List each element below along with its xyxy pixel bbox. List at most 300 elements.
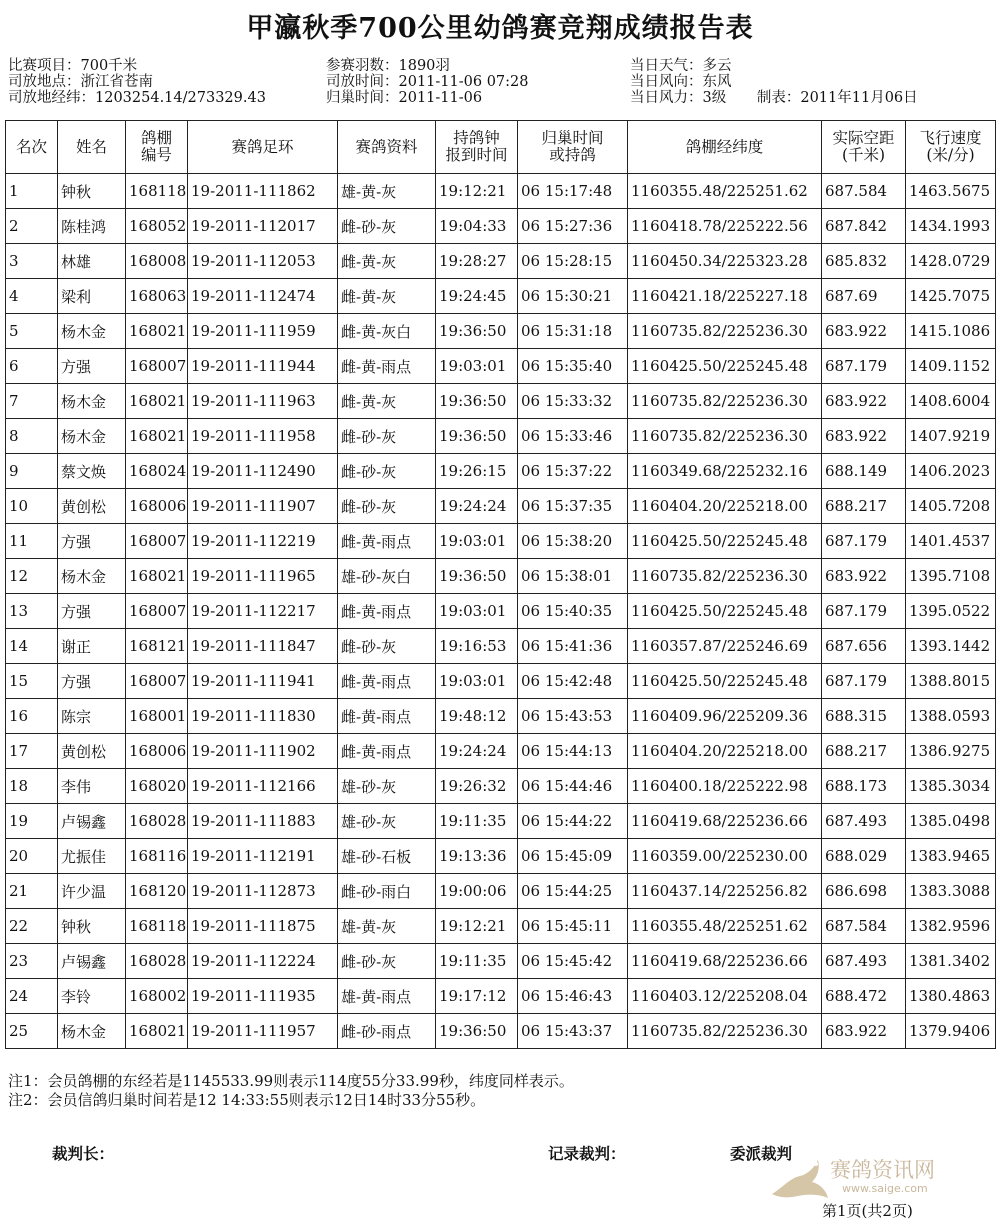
table-row <box>6 244 996 279</box>
col-clock-time-cell: 19:17:12 <box>436 979 518 1014</box>
col-speed-cell: 1388.8015 <box>906 664 996 699</box>
table-row <box>6 944 996 979</box>
col-loft-coords-cell: 1160355.48/225251.62 <box>628 174 822 209</box>
col-clock-time-cell: 19:36:50 <box>436 419 518 454</box>
col-clock-time-cell: 19:13:36 <box>436 839 518 874</box>
col-loft-coords-cell: 1160404.20/225218.00 <box>628 489 822 524</box>
col-name-cell: 林雄 <box>58 244 126 279</box>
col-ring-cell: 19-2011-111965 <box>188 559 338 594</box>
col-loft-id-cell: 168007 <box>126 524 188 559</box>
col-ring-cell: 19-2011-111862 <box>188 174 338 209</box>
release-time: 司放时间：2011-11-06 07:28 <box>326 74 529 90</box>
col-return-time-cell: 06 15:17:48 <box>518 174 628 209</box>
col-rank-cell: 23 <box>6 944 58 979</box>
results-table <box>5 120 996 1049</box>
wind-force-value: 当日风力：3级 <box>630 90 727 106</box>
col-pigeon-info-cell: 雌-砂-灰 <box>338 489 436 524</box>
col-name-cell: 方强 <box>58 524 126 559</box>
col-clock-time-cell: 19:28:27 <box>436 244 518 279</box>
table-row <box>6 979 996 1014</box>
col-ring-cell: 19-2011-112017 <box>188 209 338 244</box>
col-loft-coords-cell: 1160419.68/225236.66 <box>628 944 822 979</box>
table-row <box>6 209 996 244</box>
col-ring-cell: 19-2011-111941 <box>188 664 338 699</box>
table-row <box>6 909 996 944</box>
col-return-time-cell: 06 15:27:36 <box>518 209 628 244</box>
col-distance-cell: 687.179 <box>822 524 906 559</box>
col-distance-cell: 688.173 <box>822 769 906 804</box>
col-return-time-cell: 06 15:28:15 <box>518 244 628 279</box>
wind-force <box>630 90 918 106</box>
col-rank-cell: 5 <box>6 314 58 349</box>
col-distance-cell: 683.922 <box>822 559 906 594</box>
page-number: 第1页(共2页) <box>822 1202 913 1220</box>
notes <box>8 1072 574 1110</box>
table-row <box>6 524 996 559</box>
col-name-cell: 钟秋 <box>58 909 126 944</box>
col-return-time-cell: 06 15:44:46 <box>518 769 628 804</box>
watermark-logo <box>768 1150 968 1204</box>
col-clock-time-cell: 19:03:01 <box>436 664 518 699</box>
wind-direction: 当日风向：东风 <box>630 74 732 90</box>
col-loft-coords-cell: 1160355.48/225251.62 <box>628 909 822 944</box>
col-loft-coords-cell: 1160357.87/225246.69 <box>628 629 822 664</box>
col-rank-cell: 6 <box>6 349 58 384</box>
col-clock-time-header: 持鸽钟 报到时间 <box>436 121 518 174</box>
col-loft-coords-cell: 1160450.34/225323.28 <box>628 244 822 279</box>
col-name-cell: 李伟 <box>58 769 126 804</box>
col-return-time-cell: 06 15:43:53 <box>518 699 628 734</box>
col-loft-id-cell: 168118 <box>126 909 188 944</box>
table-row <box>6 454 996 489</box>
col-clock-time-cell: 19:24:45 <box>436 279 518 314</box>
col-distance-cell: 683.922 <box>822 419 906 454</box>
col-loft-id-cell: 168007 <box>126 349 188 384</box>
col-ring-cell: 19-2011-112166 <box>188 769 338 804</box>
col-rank-cell: 4 <box>6 279 58 314</box>
table-row <box>6 664 996 699</box>
col-pigeon-info-cell: 雌-砂-灰 <box>338 944 436 979</box>
col-distance-cell: 687.493 <box>822 944 906 979</box>
col-loft-coords-cell: 1160735.82/225236.30 <box>628 384 822 419</box>
col-loft-id-cell: 168021 <box>126 559 188 594</box>
col-name-cell: 卢锡鑫 <box>58 804 126 839</box>
col-name-cell: 黄创松 <box>58 734 126 769</box>
col-pigeon-info-cell: 雄-砂-石板 <box>338 839 436 874</box>
col-ring-cell: 19-2011-111883 <box>188 804 338 839</box>
col-pigeon-info-cell: 雌-砂-灰 <box>338 629 436 664</box>
col-ring-header: 赛鸽足环 <box>188 121 338 174</box>
col-return-time-cell: 06 15:45:11 <box>518 909 628 944</box>
col-return-time-cell: 06 15:44:13 <box>518 734 628 769</box>
col-name-cell: 方强 <box>58 349 126 384</box>
col-rank-cell: 16 <box>6 699 58 734</box>
col-pigeon-info-cell: 雌-黄-雨点 <box>338 664 436 699</box>
col-distance-cell: 688.029 <box>822 839 906 874</box>
col-loft-id-cell: 168116 <box>126 839 188 874</box>
col-speed-cell: 1406.2023 <box>906 454 996 489</box>
col-loft-id-header: 鸽棚 编号 <box>126 121 188 174</box>
table-row <box>6 594 996 629</box>
col-name-cell: 许少温 <box>58 874 126 909</box>
col-ring-cell: 19-2011-112191 <box>188 839 338 874</box>
col-ring-cell: 19-2011-111957 <box>188 1014 338 1049</box>
col-speed-cell: 1393.1442 <box>906 629 996 664</box>
col-clock-time-cell: 19:48:12 <box>436 699 518 734</box>
col-speed-cell: 1381.3402 <box>906 944 996 979</box>
col-return-time-cell: 06 15:44:25 <box>518 874 628 909</box>
col-return-time-cell: 06 15:42:48 <box>518 664 628 699</box>
col-loft-coords-cell: 1160425.50/225245.48 <box>628 349 822 384</box>
col-loft-coords-cell: 1160421.18/225227.18 <box>628 279 822 314</box>
table-row <box>6 559 996 594</box>
col-pigeon-info-cell: 雌-砂-灰 <box>338 209 436 244</box>
col-loft-id-cell: 168007 <box>126 664 188 699</box>
col-loft-id-cell: 168118 <box>126 174 188 209</box>
col-speed-cell: 1395.7108 <box>906 559 996 594</box>
col-clock-time-cell: 19:16:53 <box>436 629 518 664</box>
col-loft-id-cell: 168120 <box>126 874 188 909</box>
watermark-name: 赛鸽资讯网 <box>830 1158 935 1182</box>
note-2: 注2：会员信鸽归巢时间若是12 14:33:55则表示12日14时33分55秒。 <box>8 1091 486 1109</box>
col-distance-cell: 687.842 <box>822 209 906 244</box>
col-name-cell: 杨木金 <box>58 419 126 454</box>
col-loft-coords-cell: 1160359.00/225230.00 <box>628 839 822 874</box>
table-row <box>6 839 996 874</box>
recording-referee: 记录裁判： <box>548 1144 626 1163</box>
col-distance-cell: 687.584 <box>822 174 906 209</box>
col-return-time-header: 归巢时间 或持鸽 <box>518 121 628 174</box>
table-row <box>6 804 996 839</box>
table-row <box>6 874 996 909</box>
table-row <box>6 419 996 454</box>
col-loft-coords-cell: 1160735.82/225236.30 <box>628 314 822 349</box>
col-distance-cell: 687.656 <box>822 629 906 664</box>
col-ring-cell: 19-2011-111902 <box>188 734 338 769</box>
col-return-time-cell: 06 15:37:22 <box>518 454 628 489</box>
col-ring-cell: 19-2011-112490 <box>188 454 338 489</box>
col-clock-time-cell: 19:04:33 <box>436 209 518 244</box>
col-speed-cell: 1380.4863 <box>906 979 996 1014</box>
col-loft-id-cell: 168021 <box>126 1014 188 1049</box>
col-speed-cell: 1383.9465 <box>906 839 996 874</box>
col-name-cell: 尤振佳 <box>58 839 126 874</box>
col-speed-cell: 1379.9406 <box>906 1014 996 1049</box>
col-return-time-cell: 06 15:45:09 <box>518 839 628 874</box>
col-pigeon-info-cell: 雌-黄-灰 <box>338 384 436 419</box>
col-loft-id-cell: 168008 <box>126 244 188 279</box>
col-name-cell: 卢锡鑫 <box>58 944 126 979</box>
col-name-cell: 杨木金 <box>58 559 126 594</box>
col-rank-cell: 18 <box>6 769 58 804</box>
col-pigeon-info-cell: 雌-黄-灰白 <box>338 314 436 349</box>
col-speed-header: 飞行速度 (米/分) <box>906 121 996 174</box>
col-rank-cell: 3 <box>6 244 58 279</box>
col-clock-time-cell: 19:03:01 <box>436 349 518 384</box>
release-coords: 司放地经纬：1203254.14/273329.43 <box>8 90 266 106</box>
col-pigeon-info-cell: 雄-黄-雨点 <box>338 979 436 1014</box>
col-ring-cell: 19-2011-111959 <box>188 314 338 349</box>
col-rank-cell: 2 <box>6 209 58 244</box>
col-clock-time-cell: 19:03:01 <box>436 524 518 559</box>
table-row <box>6 769 996 804</box>
race-item: 比赛项目：700千米 <box>8 58 138 74</box>
col-distance-cell: 683.922 <box>822 384 906 419</box>
col-rank-cell: 25 <box>6 1014 58 1049</box>
col-loft-id-cell: 168028 <box>126 944 188 979</box>
col-loft-coords-cell: 1160735.82/225236.30 <box>628 559 822 594</box>
col-rank-cell: 8 <box>6 419 58 454</box>
col-rank-cell: 12 <box>6 559 58 594</box>
race-info <box>8 58 998 116</box>
col-loft-coords-cell: 1160349.68/225232.16 <box>628 454 822 489</box>
col-speed-cell: 1401.4537 <box>906 524 996 559</box>
table-row <box>6 1014 996 1049</box>
col-loft-coords-header: 鸽棚经纬度 <box>628 121 822 174</box>
col-loft-id-cell: 168021 <box>126 419 188 454</box>
col-name-cell: 谢正 <box>58 629 126 664</box>
col-return-time-cell: 06 15:33:46 <box>518 419 628 454</box>
col-pigeon-info-cell: 雌-黄-雨点 <box>338 734 436 769</box>
col-distance-cell: 688.149 <box>822 454 906 489</box>
col-distance-cell: 685.832 <box>822 244 906 279</box>
col-speed-cell: 1405.7208 <box>906 489 996 524</box>
col-loft-coords-cell: 1160400.18/225222.98 <box>628 769 822 804</box>
col-distance-cell: 687.179 <box>822 349 906 384</box>
col-return-time-cell: 06 15:31:18 <box>518 314 628 349</box>
col-loft-coords-cell: 1160419.68/225236.66 <box>628 804 822 839</box>
col-name-cell: 李铃 <box>58 979 126 1014</box>
col-clock-time-cell: 19:12:21 <box>436 909 518 944</box>
col-distance-cell: 687.179 <box>822 664 906 699</box>
col-return-time-cell: 06 15:37:35 <box>518 489 628 524</box>
table-row <box>6 629 996 664</box>
col-pigeon-info-cell: 雄-砂-灰 <box>338 804 436 839</box>
release-place: 司放地点：浙江省苍南 <box>8 74 153 90</box>
col-distance-cell: 687.69 <box>822 279 906 314</box>
col-name-header: 姓名 <box>58 121 126 174</box>
col-return-time-cell: 06 15:38:01 <box>518 559 628 594</box>
col-ring-cell: 19-2011-111847 <box>188 629 338 664</box>
col-name-cell: 杨木金 <box>58 314 126 349</box>
col-speed-cell: 1388.0593 <box>906 699 996 734</box>
table-row <box>6 734 996 769</box>
col-clock-time-cell: 19:36:50 <box>436 559 518 594</box>
col-distance-cell: 683.922 <box>822 314 906 349</box>
col-distance-cell: 688.217 <box>822 489 906 524</box>
col-name-cell: 陈桂鸿 <box>58 209 126 244</box>
col-rank-cell: 7 <box>6 384 58 419</box>
col-ring-cell: 19-2011-111963 <box>188 384 338 419</box>
col-pigeon-info-cell: 雄-砂-灰 <box>338 769 436 804</box>
col-ring-cell: 19-2011-112053 <box>188 244 338 279</box>
table-row <box>6 314 996 349</box>
col-name-cell: 梁利 <box>58 279 126 314</box>
col-return-time-cell: 06 15:40:35 <box>518 594 628 629</box>
col-loft-coords-cell: 1160735.82/225236.30 <box>628 419 822 454</box>
col-loft-coords-cell: 1160425.50/225245.48 <box>628 524 822 559</box>
col-rank-cell: 22 <box>6 909 58 944</box>
col-return-time-cell: 06 15:33:32 <box>518 384 628 419</box>
note-1: 注1：会员鸽棚的东经若是1145533.99则表示114度55分33.99秒，纬度同样表示。 <box>8 1072 574 1090</box>
col-loft-id-cell: 168002 <box>126 979 188 1014</box>
col-speed-cell: 1395.0522 <box>906 594 996 629</box>
col-rank-cell: 15 <box>6 664 58 699</box>
col-ring-cell: 19-2011-112474 <box>188 279 338 314</box>
col-pigeon-info-cell: 雌-黄-灰 <box>338 279 436 314</box>
table-row <box>6 174 996 209</box>
col-clock-time-cell: 19:11:35 <box>436 804 518 839</box>
col-loft-id-cell: 168121 <box>126 629 188 664</box>
col-rank-cell: 19 <box>6 804 58 839</box>
watermark-url: www.saige.com <box>842 1182 928 1195</box>
delegated-referee: 委派裁判 <box>730 1144 793 1163</box>
table-row <box>6 489 996 524</box>
col-rank-cell: 10 <box>6 489 58 524</box>
col-speed-cell: 1407.9219 <box>906 419 996 454</box>
col-pigeon-info-cell: 雄-黄-灰 <box>338 909 436 944</box>
col-ring-cell: 19-2011-112217 <box>188 594 338 629</box>
col-distance-cell: 687.584 <box>822 909 906 944</box>
col-loft-coords-cell: 1160735.82/225236.30 <box>628 1014 822 1049</box>
table-row <box>6 349 996 384</box>
col-rank-header: 名次 <box>6 121 58 174</box>
col-rank-cell: 21 <box>6 874 58 909</box>
col-loft-id-cell: 168007 <box>126 594 188 629</box>
col-name-cell: 方强 <box>58 664 126 699</box>
col-pigeon-info-cell: 雌-砂-雨白 <box>338 874 436 909</box>
col-clock-time-cell: 19:12:21 <box>436 174 518 209</box>
col-clock-time-cell: 19:24:24 <box>436 734 518 769</box>
col-loft-id-cell: 168052 <box>126 209 188 244</box>
col-distance-cell: 688.217 <box>822 734 906 769</box>
col-loft-id-cell: 168021 <box>126 384 188 419</box>
col-return-time-cell: 06 15:35:40 <box>518 349 628 384</box>
col-loft-coords-cell: 1160404.20/225218.00 <box>628 734 822 769</box>
col-speed-cell: 1425.7075 <box>906 279 996 314</box>
col-loft-id-cell: 168001 <box>126 699 188 734</box>
col-clock-time-cell: 19:11:35 <box>436 944 518 979</box>
col-pigeon-info-cell: 雄-黄-灰 <box>338 174 436 209</box>
weather: 当日天气：多云 <box>630 58 732 74</box>
col-loft-coords-cell: 1160403.12/225208.04 <box>628 979 822 1014</box>
col-clock-time-cell: 19:26:15 <box>436 454 518 489</box>
col-name-cell: 陈宗 <box>58 699 126 734</box>
col-return-time-cell: 06 15:43:37 <box>518 1014 628 1049</box>
col-clock-time-cell: 19:36:50 <box>436 314 518 349</box>
col-distance-cell: 687.493 <box>822 804 906 839</box>
col-loft-id-cell: 168020 <box>126 769 188 804</box>
col-distance-cell: 686.698 <box>822 874 906 909</box>
return-time: 归巢时间：2011-11-06 <box>326 90 483 106</box>
col-loft-coords-cell: 1160425.50/225245.48 <box>628 664 822 699</box>
col-pigeon-info-cell: 雌-砂-灰 <box>338 419 436 454</box>
col-pigeon-info-cell: 雌-黄-雨点 <box>338 524 436 559</box>
col-rank-cell: 1 <box>6 174 58 209</box>
col-ring-cell: 19-2011-111958 <box>188 419 338 454</box>
col-speed-cell: 1415.1086 <box>906 314 996 349</box>
col-ring-cell: 19-2011-112873 <box>188 874 338 909</box>
col-name-cell: 钟秋 <box>58 174 126 209</box>
col-return-time-cell: 06 15:41:36 <box>518 629 628 664</box>
col-ring-cell: 19-2011-112224 <box>188 944 338 979</box>
col-ring-cell: 19-2011-111944 <box>188 349 338 384</box>
col-rank-cell: 17 <box>6 734 58 769</box>
col-pigeon-info-cell: 雌-黄-雨点 <box>338 699 436 734</box>
col-speed-cell: 1385.3034 <box>906 769 996 804</box>
col-pigeon-info-cell: 雄-砂-灰白 <box>338 559 436 594</box>
col-ring-cell: 19-2011-111935 <box>188 979 338 1014</box>
col-loft-id-cell: 168021 <box>126 314 188 349</box>
col-distance-cell: 687.179 <box>822 594 906 629</box>
report-title: 甲瀛秋季700公里幼鸽赛竞翔成绩报告表 <box>246 13 754 44</box>
col-rank-cell: 14 <box>6 629 58 664</box>
col-loft-coords-cell: 1160437.14/225256.82 <box>628 874 822 909</box>
col-ring-cell: 19-2011-112219 <box>188 524 338 559</box>
col-rank-cell: 13 <box>6 594 58 629</box>
col-return-time-cell: 06 15:45:42 <box>518 944 628 979</box>
col-pigeon-info-header: 赛鸽资料 <box>338 121 436 174</box>
col-clock-time-cell: 19:36:50 <box>436 384 518 419</box>
col-rank-cell: 24 <box>6 979 58 1014</box>
col-pigeon-info-cell: 雌-砂-灰 <box>338 454 436 489</box>
table-row <box>6 699 996 734</box>
col-speed-cell: 1409.1152 <box>906 349 996 384</box>
table-row <box>6 384 996 419</box>
made-date: 制表：2011年11月06日 <box>756 90 918 106</box>
col-loft-coords-cell: 1160425.50/225245.48 <box>628 594 822 629</box>
col-speed-cell: 1428.0729 <box>906 244 996 279</box>
col-pigeon-info-cell: 雌-砂-雨点 <box>338 1014 436 1049</box>
pigeon-icon <box>768 1150 832 1204</box>
col-ring-cell: 19-2011-111875 <box>188 909 338 944</box>
chief-referee: 裁判长： <box>52 1144 115 1163</box>
col-pigeon-info-cell: 雌-黄-雨点 <box>338 594 436 629</box>
col-distance-header: 实际空距 (千米) <box>822 121 906 174</box>
col-clock-time-cell: 19:26:32 <box>436 769 518 804</box>
table-row <box>6 279 996 314</box>
col-speed-cell: 1382.9596 <box>906 909 996 944</box>
col-speed-cell: 1434.1993 <box>906 209 996 244</box>
col-speed-cell: 1386.9275 <box>906 734 996 769</box>
col-loft-coords-cell: 1160409.96/225209.36 <box>628 699 822 734</box>
col-loft-id-cell: 168028 <box>126 804 188 839</box>
col-loft-id-cell: 168024 <box>126 454 188 489</box>
col-pigeon-info-cell: 雌-黄-雨点 <box>338 349 436 384</box>
col-distance-cell: 688.315 <box>822 699 906 734</box>
col-loft-id-cell: 168006 <box>126 734 188 769</box>
col-clock-time-cell: 19:03:01 <box>436 594 518 629</box>
col-speed-cell: 1408.6004 <box>906 384 996 419</box>
col-name-cell: 黄创松 <box>58 489 126 524</box>
col-loft-id-cell: 168006 <box>126 489 188 524</box>
col-rank-cell: 20 <box>6 839 58 874</box>
col-return-time-cell: 06 15:46:43 <box>518 979 628 1014</box>
col-clock-time-cell: 19:36:50 <box>436 1014 518 1049</box>
col-name-cell: 方强 <box>58 594 126 629</box>
col-distance-cell: 688.472 <box>822 979 906 1014</box>
col-rank-cell: 9 <box>6 454 58 489</box>
col-clock-time-cell: 19:00:06 <box>436 874 518 909</box>
col-speed-cell: 1385.0498 <box>906 804 996 839</box>
col-speed-cell: 1463.5675 <box>906 174 996 209</box>
col-ring-cell: 19-2011-111830 <box>188 699 338 734</box>
col-name-cell: 杨木金 <box>58 1014 126 1049</box>
col-speed-cell: 1383.3088 <box>906 874 996 909</box>
col-distance-cell: 683.922 <box>822 1014 906 1049</box>
col-name-cell: 杨木金 <box>58 384 126 419</box>
col-return-time-cell: 06 15:30:21 <box>518 279 628 314</box>
